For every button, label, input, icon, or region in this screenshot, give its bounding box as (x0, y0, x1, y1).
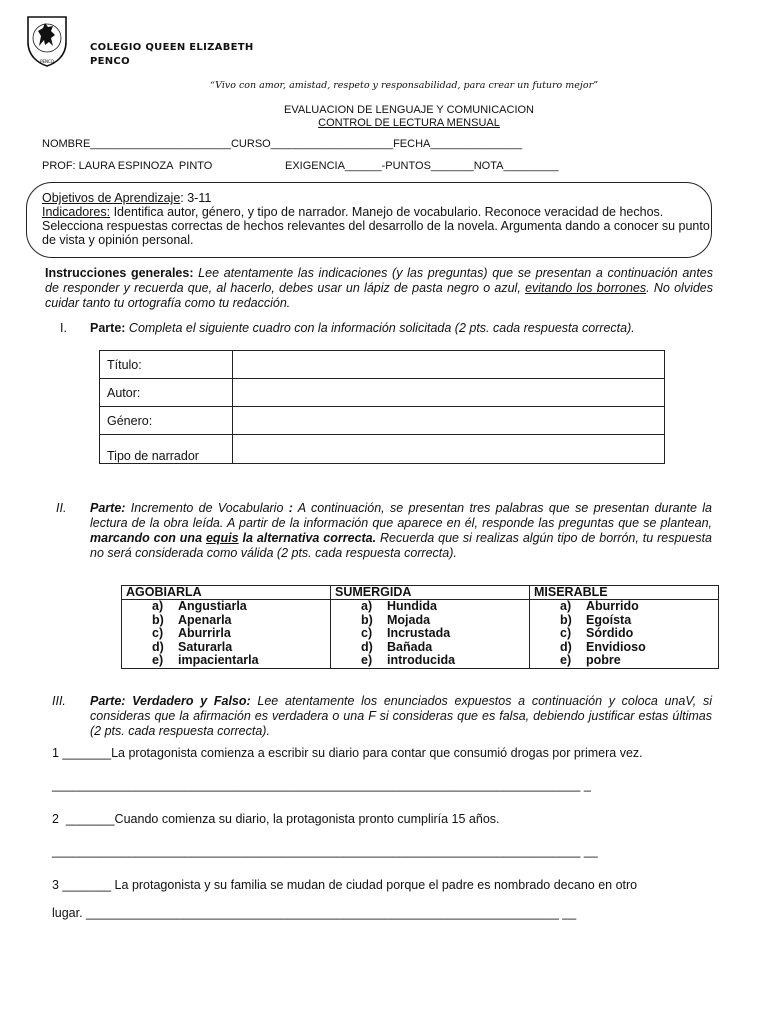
option-letter: d) (560, 639, 572, 654)
option-text: impacientarla (178, 653, 259, 667)
option-text: Bañada (387, 639, 433, 654)
vocab-options-1 (122, 600, 331, 669)
question-3-answer-line[interactable]: lugar. ____________________________________________________________________ __ (52, 906, 577, 920)
title-answer-cell[interactable] (233, 351, 665, 379)
exam-title-line2: CONTROL DE LECTURA MENSUAL (318, 117, 500, 129)
part3-heading (90, 694, 712, 739)
exam-title (0, 104, 768, 130)
part3-text: Lee atentamente los enunciados expuestos a continuación y coloca unaV, si consideras que la afirmación es verdadera o una F si consideras que es falsa, debiendo justificar estas últimas (2 pts. cada respuesta correcta). (90, 694, 712, 738)
list-item[interactable] (126, 614, 326, 628)
instructions-label: Instrucciones generales: (45, 266, 194, 280)
general-instructions (45, 266, 713, 311)
vocab-word-1: AGOBIARLA (122, 586, 331, 600)
part1-label: Parte: (90, 321, 126, 335)
option-text: Saturarla (178, 639, 233, 654)
list-item[interactable] (534, 600, 714, 614)
option-text: Egoísta (586, 612, 632, 627)
option-text: Sórdido (586, 626, 634, 640)
option-letter: e) (152, 653, 164, 667)
list-item[interactable] (335, 641, 525, 655)
list-item[interactable] (335, 654, 525, 668)
option-letter: a) (152, 599, 164, 613)
list-item[interactable] (534, 614, 714, 628)
part1-number: I. (60, 321, 67, 335)
school-crest-logo (24, 14, 70, 68)
option-letter: c) (560, 626, 572, 640)
question-3[interactable]: 3 _______ La protagonista y su familia se mudan de ciudad porque el padre es nombrado decano en otro (52, 878, 638, 892)
part3-label: Parte: Verdadero y Falso: (90, 694, 251, 708)
option-letter: d) (361, 639, 373, 654)
vocab-word-3: MISERABLE (530, 586, 719, 600)
vocab-word-2: SUMERGIDA (331, 586, 530, 600)
indicators-label: Indicadores: (42, 205, 111, 219)
list-item[interactable] (126, 627, 326, 641)
instructions-emphasis: evitando los borrones (525, 281, 647, 295)
table-row (122, 600, 719, 669)
option-text: Apenarla (178, 612, 232, 627)
part1-heading (90, 321, 715, 336)
option-letter: b) (560, 612, 572, 627)
option-letter: a) (560, 599, 572, 613)
instructions-text-end: . No olvides cuidar tanto tu ortografía como tu redacción. (45, 281, 713, 310)
option-letter: b) (361, 612, 373, 627)
part1-text: Completa el siguiente cuadro con la información solicitada (2 pts. cada respuesta correcta). (125, 321, 635, 335)
part2-text-end: Recuerda que si realizas algún tipo de borrón, tu respuesta no será considerada como válida (2 pts. cada respuesta correcta). (90, 531, 712, 560)
author-label: Autor: (100, 379, 233, 407)
school-name (90, 41, 254, 69)
list-item[interactable] (534, 641, 714, 655)
school-name-text: COLEGIO QUEEN ELIZABETH (90, 42, 254, 53)
question-2[interactable]: 2 _______Cuando comienza su diario, la protagonista pronto cumpliría 15 años. (52, 812, 500, 826)
option-text: Aburrirla (178, 626, 231, 640)
indicators-text: Identifica autor, género, y tipo de narrador. Manejo de vocabulario. Reconoce veracidad de hechos. Selecciona respuestas correctas de hechos relevantes del desarrollo de la novela. Argumenta dando a conocer su punto de vista y opinión personal. (42, 205, 710, 247)
exam-title-line1: EVALUACION DE LENGUAJE Y COMUNICACION (284, 104, 534, 116)
part2-emphasis: marcando con una (90, 531, 206, 545)
narrator-label: Tipo de narrador (100, 435, 233, 464)
question-1-answer-line[interactable]: ____________________________________________________________________________ _ (52, 778, 591, 792)
option-letter: b) (152, 612, 164, 627)
objectives-value: : 3-11 (180, 191, 212, 205)
objectives-text (42, 191, 712, 247)
narrator-answer-cell[interactable] (233, 435, 665, 464)
list-item[interactable] (534, 654, 714, 668)
part2-label: Parte: (90, 501, 126, 515)
option-text: Angustiarla (178, 599, 247, 613)
vocab-options-2 (331, 600, 530, 669)
option-letter: d) (152, 639, 164, 654)
table-row (100, 351, 665, 379)
part2-heading (90, 501, 712, 561)
table-row (100, 435, 665, 464)
question-1[interactable]: 1 _______La protagonista comienza a escribir su diario para contar que consumió drogas por primera vez. (52, 746, 643, 760)
title-label: Título: (100, 351, 233, 379)
genre-label: Género: (100, 407, 233, 435)
school-motto: “Vivo con amor, amistad, respeto y responsabilidad, para crear un futuro mejor” (210, 80, 598, 91)
vocabulary-table (121, 585, 719, 669)
part2-subtitle: Incremento de Vocabulario (125, 501, 289, 515)
table-row (100, 379, 665, 407)
list-item[interactable] (126, 600, 326, 614)
option-letter: e) (560, 653, 572, 667)
table-row (100, 407, 665, 435)
option-text: Incrustada (387, 626, 451, 640)
genre-answer-cell[interactable] (233, 407, 665, 435)
list-item[interactable] (335, 627, 525, 641)
option-text: Aburrido (586, 599, 639, 613)
instructions-text: Lee atentamente las indicaciones (y las preguntas) que se presentan a continuación antes de responder y recuerda que, al hacerlo, debes usar un lápiz de pasta negro o azul, (45, 266, 714, 295)
question-2-answer-line[interactable]: ____________________________________________________________________________ __ (52, 844, 598, 858)
part2-number: II. (56, 501, 67, 515)
part2-text: A continuación, se presentan tres palabras que se presentan durante la lectura de la obra leída. A partir de la información que aparece en él, responde las preguntas que se plantean, (90, 501, 712, 530)
objectives-label: Objetivos de Aprendizaje (42, 191, 181, 205)
option-text: Mojada (387, 612, 431, 627)
school-city-text: PENCO (90, 56, 130, 67)
list-item[interactable] (126, 654, 326, 668)
vocab-options-3 (530, 600, 719, 669)
option-text: Envidioso (586, 639, 646, 654)
option-text: Hundida (387, 599, 437, 613)
teacher-name: PROF: LAURA ESPINOZA PINTO (42, 160, 213, 172)
list-item[interactable] (126, 641, 326, 655)
list-item[interactable] (534, 627, 714, 641)
list-item[interactable] (335, 600, 525, 614)
student-fields-row[interactable]: NOMBRE_______________________CURSO____________________FECHA_______________ (42, 138, 523, 150)
score-fields-row[interactable]: EXIGENCIA______-PUNTOS_______NOTA_________ (285, 160, 559, 172)
table-row (122, 586, 719, 600)
option-letter: a) (361, 599, 373, 613)
part2-emphasis-end: la alternativa correcta. (238, 531, 377, 545)
option-text: pobre (586, 653, 621, 667)
author-answer-cell[interactable] (233, 379, 665, 407)
option-letter: e) (361, 653, 373, 667)
option-text: introducida (387, 653, 456, 667)
part2-colon: : (288, 501, 293, 515)
part2-emphasis-underlined: equis (205, 531, 239, 545)
option-letter: c) (361, 626, 373, 640)
option-letter: c) (152, 626, 164, 640)
book-info-table (99, 350, 665, 464)
svg-text:PENCO: PENCO (40, 59, 54, 64)
part3-number: III. (52, 694, 66, 708)
list-item[interactable] (335, 614, 525, 628)
